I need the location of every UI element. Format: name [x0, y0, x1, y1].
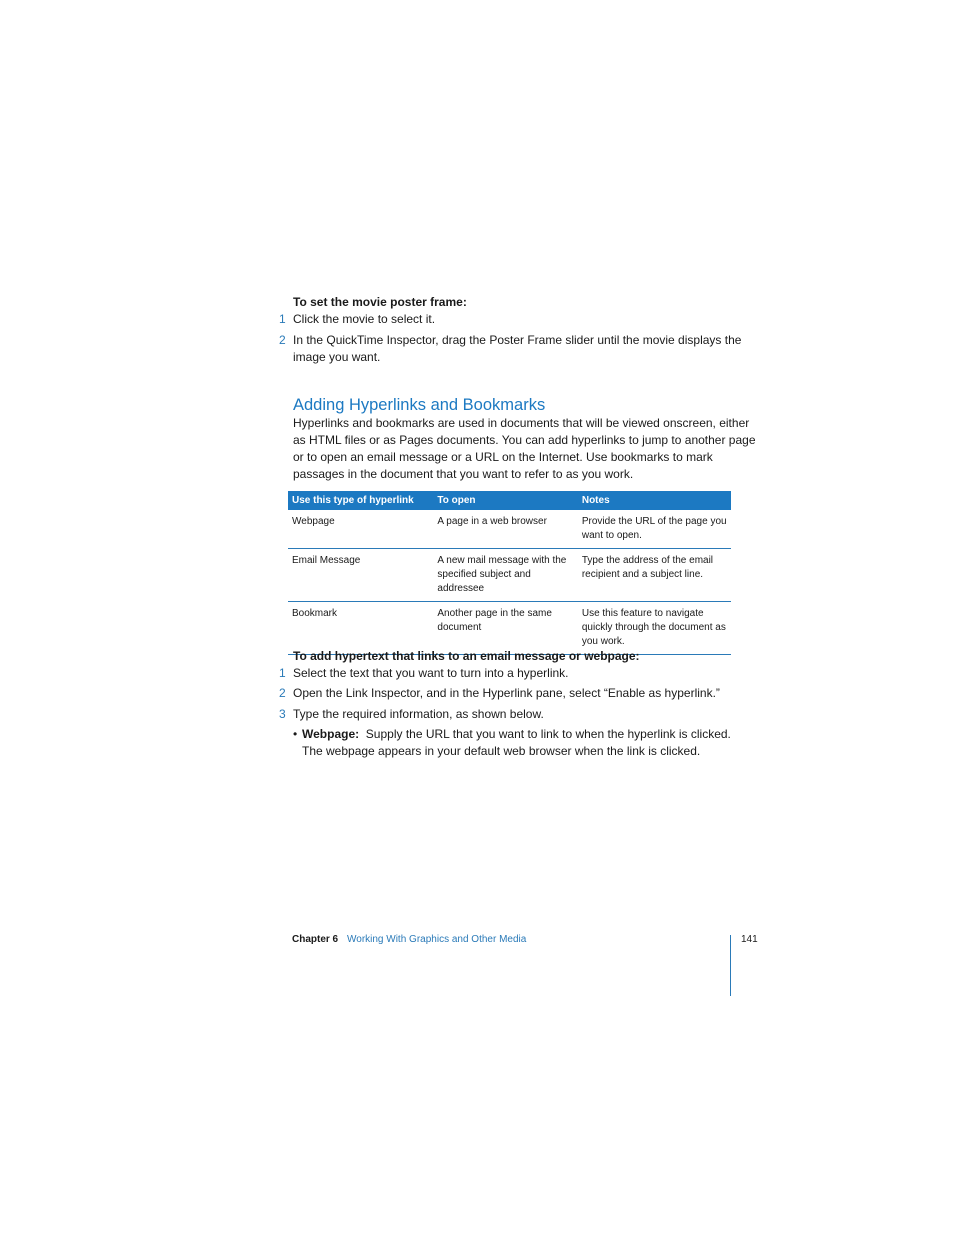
procedure-title-poster: To set the movie poster frame: — [293, 295, 467, 309]
step-number: 2 — [279, 686, 286, 700]
step-number: 2 — [279, 333, 286, 347]
table-cell: Webpage — [288, 510, 433, 549]
bullet-label: Webpage: — [302, 727, 360, 741]
paragraph-line: or to open an email message or a URL on the Internet. Use bookmarks to mark — [293, 450, 713, 464]
paragraph-line: passages in the document that you want to refer to as you work. — [293, 467, 634, 481]
step-text: Open the Link Inspector, and in the Hyperlink pane, select “Enable as hyperlink.” — [293, 686, 720, 700]
bullet-line — [302, 726, 731, 743]
table-cell: Another page in the same document — [433, 602, 577, 655]
table-cell: Use this feature to navigate quickly through the document as you work. — [578, 602, 731, 655]
step-text: Select the text that you want to turn into a hyperlink. — [293, 666, 569, 680]
step-number: 1 — [279, 312, 286, 326]
column-header: Notes — [578, 491, 731, 510]
step-text: In the QuickTime Inspector, drag the Poster Frame slider until the movie displays the — [293, 333, 742, 347]
table-row — [288, 602, 731, 655]
table-cell: Bookmark — [288, 602, 433, 655]
table-header-row — [288, 491, 731, 510]
table-cell: A page in a web browser — [433, 510, 577, 549]
footer-divider — [730, 935, 731, 996]
footer-chapter: Chapter 6 — [292, 934, 339, 945]
table-row — [288, 549, 731, 602]
step-text: Click the movie to select it. — [293, 312, 436, 326]
table-cell: A new mail message with the specified subject and addressee — [433, 549, 577, 602]
section-heading: Adding Hyperlinks and Bookmarks — [293, 396, 546, 414]
bullet-text-continued: The webpage appears in your default web browser when the link is clicked. — [302, 744, 701, 758]
table-row — [288, 510, 731, 549]
column-header: To open — [433, 491, 577, 510]
bullet-mark: • — [293, 727, 298, 741]
paragraph-line: as HTML files or as Pages documents. You can add hyperlinks to jump to another page — [293, 433, 756, 447]
step-number: 1 — [279, 666, 286, 680]
table-cell: Provide the URL of the page you want to open. — [578, 510, 731, 549]
step-text: Type the required information, as shown below. — [293, 707, 544, 721]
body-paragraph — [293, 415, 756, 483]
table-cell: Type the address of the email recipient and a subject line. — [578, 549, 731, 602]
paragraph-line: Hyperlinks and bookmarks are used in documents that will be viewed onscreen, either — [293, 416, 750, 430]
step-number: 3 — [279, 707, 286, 721]
step-text-continued: image you want. — [293, 350, 381, 364]
page-number: 141 — [741, 934, 758, 945]
footer-chapter-title: Working With Graphics and Other Media — [347, 934, 527, 945]
procedure-title-hypertext: To add hypertext that links to an email message or webpage: — [293, 649, 640, 663]
table-cell: Email Message — [288, 549, 433, 602]
column-header: Use this type of hyperlink — [288, 491, 433, 510]
bullet-text: Supply the URL that you want to link to when the hyperlink is clicked. — [365, 727, 731, 741]
hyperlink-table — [288, 491, 731, 655]
